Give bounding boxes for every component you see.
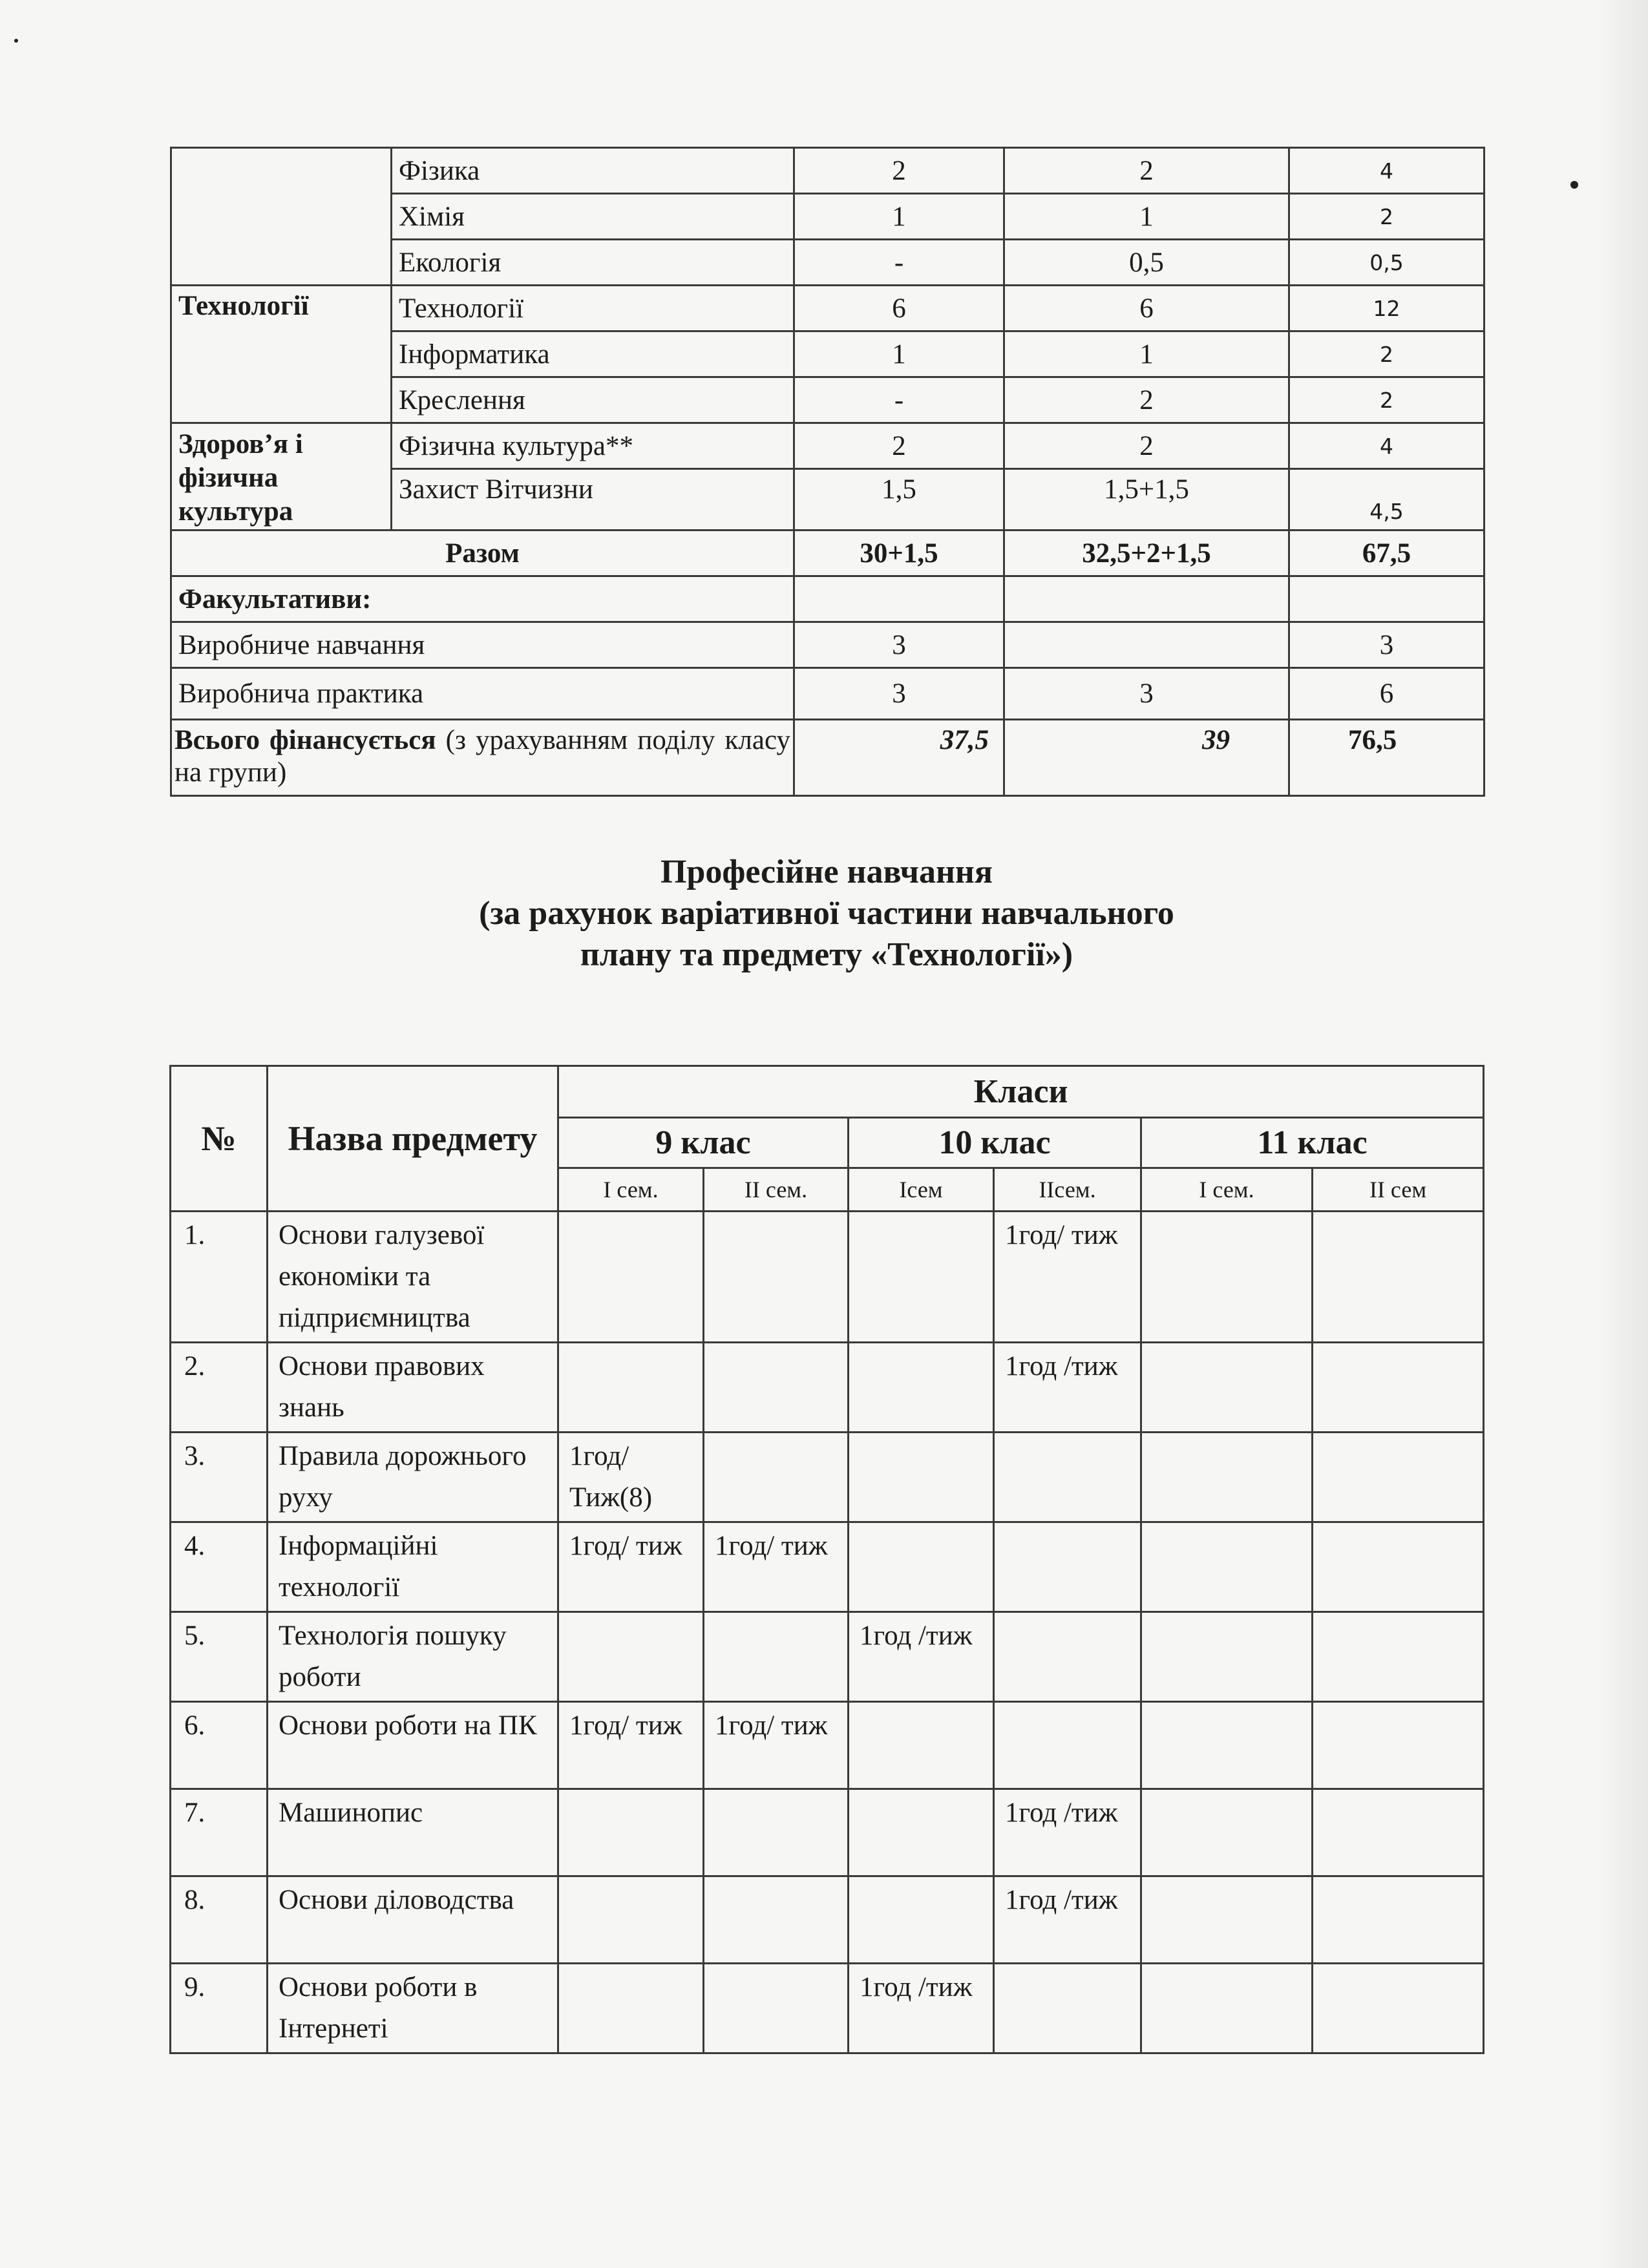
- hours-cell: [849, 1702, 994, 1789]
- hours-cell: [994, 1702, 1141, 1789]
- grand-total-label-rest: (з урахуванням поділу класу на групи): [174, 725, 790, 788]
- table-row: [171, 1789, 1484, 1876]
- hours-cell: [1313, 1522, 1484, 1612]
- electives-row: [171, 576, 1484, 622]
- subject-name-cell: Фізика: [392, 148, 794, 194]
- activity-label-cell: Виробнича практика: [171, 668, 794, 720]
- scan-speck: [14, 39, 18, 43]
- hours-cell: [1141, 1964, 1313, 2053]
- hours-cell: [849, 1789, 994, 1876]
- section-heading: [170, 852, 1483, 976]
- hours-cell: -: [794, 377, 1004, 423]
- hours-cell: [1313, 1876, 1484, 1964]
- hours-cell: [704, 1433, 849, 1522]
- total-hours-cell: 2: [1289, 331, 1484, 377]
- hours-cell: [1313, 1612, 1484, 1702]
- semester-header: Iсем: [849, 1168, 994, 1212]
- subject-name-cell: Хімія: [392, 194, 794, 240]
- total-label-cell: Разом: [171, 530, 794, 576]
- table-row: [171, 1212, 1484, 1343]
- subject-group-cell: [171, 148, 392, 286]
- table-row: [171, 1522, 1484, 1612]
- total-hours-cell: 2: [1289, 377, 1484, 423]
- hours-cell: [849, 1876, 994, 1964]
- hours-cell: 1год /тиж: [994, 1343, 1141, 1433]
- hours-cell: 1,5: [794, 469, 1004, 530]
- empty-cell: [794, 576, 1004, 622]
- hours-cell: [1313, 1702, 1484, 1789]
- subject-group-cell: Здоров’я і фізична культура: [171, 423, 392, 530]
- subject-name-cell: Інформаційні технології: [268, 1522, 558, 1612]
- table-row: [171, 423, 1484, 469]
- heading-line: Професійне навчання: [660, 854, 993, 890]
- semester-header: I сем.: [1141, 1168, 1313, 1212]
- hours-cell: [849, 1522, 994, 1612]
- column-header-subject-name: Назва предмету: [268, 1066, 558, 1212]
- hours-cell: 3: [794, 622, 1004, 668]
- scan-speck: [1570, 181, 1578, 189]
- subject-name-cell: Креслення: [392, 377, 794, 423]
- hours-cell: [994, 1964, 1141, 2053]
- hours-cell: 1год /тиж: [849, 1612, 994, 1702]
- hours-cell: [849, 1343, 994, 1433]
- column-header-classes: Класи: [558, 1066, 1484, 1118]
- hours-cell: 1: [1004, 331, 1289, 377]
- hours-cell: [704, 1343, 849, 1433]
- hours-cell: 1год/ тиж: [704, 1522, 849, 1612]
- hours-cell: 2: [794, 423, 1004, 469]
- hours-cell: 1год /тиж: [994, 1876, 1141, 1964]
- hours-cell: [1141, 1343, 1313, 1433]
- column-header-class-9: 9 клас: [558, 1118, 849, 1168]
- row-number-cell: 7.: [171, 1789, 268, 1876]
- table-row: [171, 1343, 1484, 1433]
- total-hours-cell: 30+1,5: [794, 530, 1004, 576]
- hours-cell: [1141, 1612, 1313, 1702]
- hours-cell: 1: [1004, 194, 1289, 240]
- table-row: [171, 1702, 1484, 1789]
- hours-cell: [558, 1964, 704, 2053]
- row-number-cell: 5.: [171, 1612, 268, 1702]
- hours-cell: 1,5+1,5: [1004, 469, 1289, 530]
- semester-header: II сем.: [704, 1168, 849, 1212]
- hours-cell: -: [794, 240, 1004, 286]
- hours-cell: [849, 1212, 994, 1343]
- hours-cell: 2: [1004, 148, 1289, 194]
- hours-cell: 1год/ тиж: [994, 1212, 1141, 1343]
- hours-cell: 6: [1004, 286, 1289, 331]
- total-hours-cell: 32,5+2+1,5: [1004, 530, 1289, 576]
- row-number-cell: 1.: [171, 1212, 268, 1343]
- semester-header: II сем: [1313, 1168, 1484, 1212]
- grand-total-label-bold: Всього фінансується: [174, 725, 436, 755]
- table-row: [171, 622, 1484, 668]
- subject-name-cell: Правила дорожнього руху: [268, 1433, 558, 1522]
- hours-cell: [558, 1343, 704, 1433]
- hours-cell: [704, 1964, 849, 2053]
- hours-cell: [1313, 1789, 1484, 1876]
- table-row: [171, 286, 1484, 331]
- grand-total-row: [171, 720, 1484, 796]
- total-hours-cell: 12: [1289, 286, 1484, 331]
- grand-total-label-cell: [171, 720, 794, 796]
- heading-line: (за рахунок варіативної частини навчального: [479, 895, 1174, 932]
- hours-cell: [1141, 1702, 1313, 1789]
- table-row: [171, 1876, 1484, 1964]
- row-number-cell: 4.: [171, 1522, 268, 1612]
- hours-cell: 3: [794, 668, 1004, 720]
- heading-line: плану та предмету «Технології»): [580, 936, 1073, 973]
- electives-label-cell: Факультативи:: [171, 576, 794, 622]
- row-number-cell: 9.: [171, 1964, 268, 2053]
- subject-name-cell: Фізична культура**: [392, 423, 794, 469]
- subject-name-cell: Екологія: [392, 240, 794, 286]
- total-hours-cell: 4,5: [1289, 469, 1484, 530]
- hours-cell: [558, 1212, 704, 1343]
- hours-cell: [1141, 1876, 1313, 1964]
- hours-cell: [1313, 1212, 1484, 1343]
- hours-cell: [1141, 1789, 1313, 1876]
- total-hours-cell: 4: [1289, 423, 1484, 469]
- hours-cell: [1313, 1964, 1484, 2053]
- hours-cell: [994, 1433, 1141, 1522]
- hours-cell: 2: [1004, 377, 1289, 423]
- semester-header: IIсем.: [994, 1168, 1141, 1212]
- professional-training-table: [169, 1065, 1484, 2054]
- hours-cell: [704, 1789, 849, 1876]
- total-hours-cell: 67,5: [1289, 530, 1484, 576]
- hours-cell: [994, 1612, 1141, 1702]
- subject-name-cell: Основи роботи на ПК: [268, 1702, 558, 1789]
- total-hours-cell: 0,5: [1289, 240, 1484, 286]
- hours-cell: 1год/ тиж: [704, 1702, 849, 1789]
- hours-cell: 0,5: [1004, 240, 1289, 286]
- table-row: [171, 1433, 1484, 1522]
- hours-cell: 1год/ тиж: [558, 1522, 704, 1612]
- subject-name-cell: Основи правових знань: [268, 1343, 558, 1433]
- column-header-class-10: 10 клас: [849, 1118, 1141, 1168]
- table-row: [171, 668, 1484, 720]
- hours-cell: 6: [794, 286, 1004, 331]
- grand-total-hours-cell: 37,5: [794, 720, 1004, 796]
- hours-cell: 1: [794, 194, 1004, 240]
- hours-cell: [558, 1789, 704, 1876]
- total-hours-cell: 3: [1289, 622, 1484, 668]
- subject-name-cell: Основи діловодства: [268, 1876, 558, 1964]
- hours-cell: 1год/ Тиж(8): [558, 1433, 704, 1522]
- table-row: [171, 1612, 1484, 1702]
- page-edge-shadow: [1596, 0, 1648, 2268]
- hours-cell: [1141, 1522, 1313, 1612]
- total-row: [171, 530, 1484, 576]
- hours-cell: [1141, 1212, 1313, 1343]
- total-hours-cell: 2: [1289, 194, 1484, 240]
- row-number-cell: 3.: [171, 1433, 268, 1522]
- grand-total-hours-cell: 39: [1004, 720, 1289, 796]
- column-header-class-11: 11 клас: [1141, 1118, 1484, 1168]
- subject-name-cell: Основи галузевої економіки та підприємництва: [268, 1212, 558, 1343]
- hours-cell: [704, 1612, 849, 1702]
- row-number-cell: 8.: [171, 1876, 268, 1964]
- hours-cell: 1год /тиж: [994, 1789, 1141, 1876]
- empty-cell: [1004, 576, 1289, 622]
- total-hours-cell: 6: [1289, 668, 1484, 720]
- hours-cell: [1313, 1343, 1484, 1433]
- hours-cell: 2: [1004, 423, 1289, 469]
- hours-cell: 1: [794, 331, 1004, 377]
- empty-cell: [1289, 576, 1484, 622]
- table-row: [171, 1964, 1484, 2053]
- hours-cell: 1год/ тиж: [558, 1702, 704, 1789]
- curriculum-hours-table: [170, 147, 1485, 797]
- hours-cell: [558, 1876, 704, 1964]
- hours-cell: [1313, 1433, 1484, 1522]
- row-number-cell: 2.: [171, 1343, 268, 1433]
- hours-cell: [558, 1612, 704, 1702]
- column-header-number: №: [171, 1066, 268, 1212]
- subject-name-cell: Технологія пошуку роботи: [268, 1612, 558, 1702]
- subject-group-cell: Технології: [171, 286, 392, 423]
- hours-cell: [1004, 622, 1289, 668]
- activity-label-cell: Виробниче навчання: [171, 622, 794, 668]
- grand-total-hours-cell: 76,5: [1289, 720, 1484, 796]
- subject-name-cell: Технології: [392, 286, 794, 331]
- hours-cell: [1141, 1433, 1313, 1522]
- table-row: [171, 148, 1484, 194]
- semester-header: I сем.: [558, 1168, 704, 1212]
- hours-cell: 3: [1004, 668, 1289, 720]
- hours-cell: 1год /тиж: [849, 1964, 994, 2053]
- row-number-cell: 6.: [171, 1702, 268, 1789]
- hours-cell: [704, 1212, 849, 1343]
- total-hours-cell: 4: [1289, 148, 1484, 194]
- hours-cell: [849, 1433, 994, 1522]
- hours-cell: 2: [794, 148, 1004, 194]
- subject-name-cell: Основи роботи в Інтернеті: [268, 1964, 558, 2053]
- hours-cell: [994, 1522, 1141, 1612]
- subject-name-cell: Захист Вітчизни: [392, 469, 794, 530]
- hours-cell: [704, 1876, 849, 1964]
- subject-name-cell: Інформатика: [392, 331, 794, 377]
- subject-name-cell: Машинопис: [268, 1789, 558, 1876]
